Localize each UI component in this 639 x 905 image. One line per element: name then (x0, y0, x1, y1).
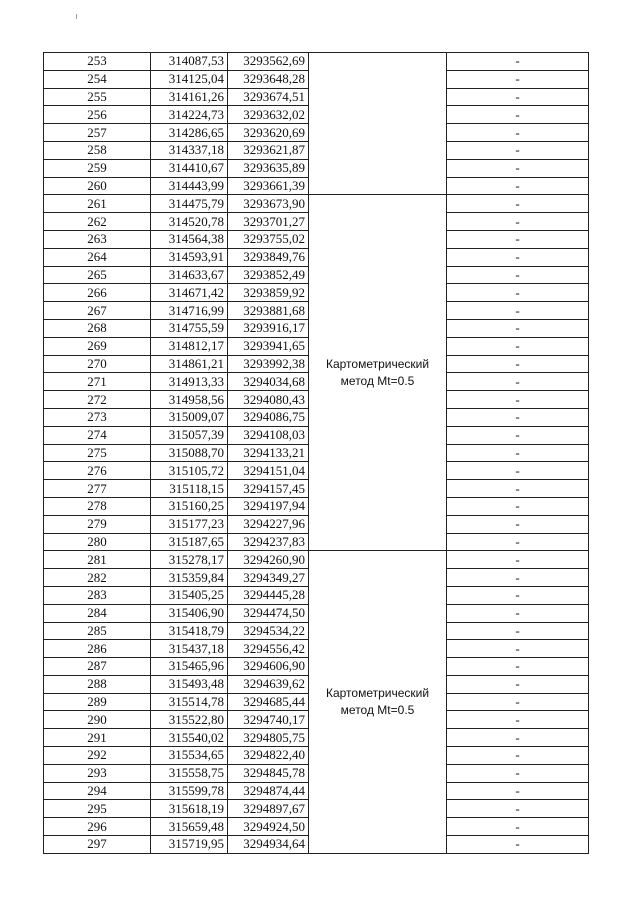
point-number-cell: 272 (44, 391, 151, 409)
x-coordinate-cell: 315465,96 (151, 658, 228, 676)
note-cell: - (447, 230, 589, 248)
point-number-cell: 269 (44, 337, 151, 355)
y-coordinate-cell: 3294606,90 (228, 658, 309, 676)
x-coordinate-cell: 315534,65 (151, 747, 228, 765)
x-coordinate-cell: 314224,73 (151, 106, 228, 124)
note-cell: - (447, 426, 589, 444)
note-cell: - (447, 337, 589, 355)
point-number-cell: 292 (44, 747, 151, 765)
x-coordinate-cell: 314716,99 (151, 302, 228, 320)
note-cell: - (447, 533, 589, 551)
y-coordinate-cell: 3294897,67 (228, 800, 309, 818)
x-coordinate-cell: 314125,04 (151, 70, 228, 88)
note-cell: - (447, 266, 589, 284)
x-coordinate-cell: 314633,67 (151, 266, 228, 284)
x-coordinate-cell: 315599,78 (151, 782, 228, 800)
note-cell: - (447, 373, 589, 391)
x-coordinate-cell: 315187,65 (151, 533, 228, 551)
y-coordinate-cell: 3294227,96 (228, 515, 309, 533)
point-number-cell: 279 (44, 515, 151, 533)
method-cell (309, 53, 447, 195)
point-number-cell: 266 (44, 284, 151, 302)
point-number-cell: 297 (44, 836, 151, 854)
y-coordinate-cell: 3294237,83 (228, 533, 309, 551)
note-cell: - (447, 747, 589, 765)
point-number-cell: 275 (44, 444, 151, 462)
note-cell: - (447, 800, 589, 818)
point-number-cell: 257 (44, 124, 151, 142)
note-cell: - (447, 391, 589, 409)
scan-speck (76, 14, 77, 19)
x-coordinate-cell: 315278,17 (151, 551, 228, 569)
note-cell: - (447, 70, 589, 88)
y-coordinate-cell: 3294805,75 (228, 729, 309, 747)
note-cell: - (447, 248, 589, 266)
y-coordinate-cell: 3294845,78 (228, 764, 309, 782)
note-cell: - (447, 462, 589, 480)
x-coordinate-cell: 315009,07 (151, 408, 228, 426)
point-number-cell: 286 (44, 640, 151, 658)
point-number-cell: 276 (44, 462, 151, 480)
x-coordinate-cell: 315540,02 (151, 729, 228, 747)
method-cell: Картометрический метод Mt=0.5 (309, 551, 447, 854)
y-coordinate-cell: 3294740,17 (228, 711, 309, 729)
point-number-cell: 265 (44, 266, 151, 284)
x-coordinate-cell: 314671,42 (151, 284, 228, 302)
y-coordinate-cell: 3294934,64 (228, 836, 309, 854)
x-coordinate-cell: 315437,18 (151, 640, 228, 658)
point-number-cell: 263 (44, 230, 151, 248)
point-number-cell: 262 (44, 213, 151, 231)
x-coordinate-cell: 315493,48 (151, 675, 228, 693)
y-coordinate-cell: 3293852,49 (228, 266, 309, 284)
y-coordinate-cell: 3294151,04 (228, 462, 309, 480)
y-coordinate-cell: 3293661,39 (228, 177, 309, 195)
coordinates-table (43, 52, 589, 854)
y-coordinate-cell: 3294685,44 (228, 693, 309, 711)
note-cell: - (447, 604, 589, 622)
x-coordinate-cell: 315406,90 (151, 604, 228, 622)
y-coordinate-cell: 3293849,76 (228, 248, 309, 266)
point-number-cell: 288 (44, 675, 151, 693)
note-cell: - (447, 675, 589, 693)
x-coordinate-cell: 315558,75 (151, 764, 228, 782)
point-number-cell: 287 (44, 658, 151, 676)
x-coordinate-cell: 315522,80 (151, 711, 228, 729)
note-cell: - (447, 88, 589, 106)
x-coordinate-cell: 315177,23 (151, 515, 228, 533)
note-cell: - (447, 622, 589, 640)
x-coordinate-cell: 314564,38 (151, 230, 228, 248)
note-cell: - (447, 497, 589, 515)
y-coordinate-cell: 3294534,22 (228, 622, 309, 640)
point-number-cell: 253 (44, 53, 151, 71)
point-number-cell: 283 (44, 586, 151, 604)
note-cell: - (447, 284, 589, 302)
point-number-cell: 290 (44, 711, 151, 729)
x-coordinate-cell: 314443,99 (151, 177, 228, 195)
point-number-cell: 270 (44, 355, 151, 373)
x-coordinate-cell: 315359,84 (151, 569, 228, 587)
point-number-cell: 291 (44, 729, 151, 747)
note-cell: - (447, 408, 589, 426)
point-number-cell: 271 (44, 373, 151, 391)
note-cell: - (447, 640, 589, 658)
note-cell: - (447, 319, 589, 337)
x-coordinate-cell: 315405,25 (151, 586, 228, 604)
y-coordinate-cell: 3293674,51 (228, 88, 309, 106)
point-number-cell: 293 (44, 764, 151, 782)
table-row (44, 195, 589, 213)
x-coordinate-cell: 314520,78 (151, 213, 228, 231)
y-coordinate-cell: 3293916,17 (228, 319, 309, 337)
note-cell: - (447, 124, 589, 142)
note-cell: - (447, 177, 589, 195)
point-number-cell: 285 (44, 622, 151, 640)
y-coordinate-cell: 3293673,90 (228, 195, 309, 213)
y-coordinate-cell: 3294822,40 (228, 747, 309, 765)
point-number-cell: 294 (44, 782, 151, 800)
y-coordinate-cell: 3294086,75 (228, 408, 309, 426)
x-coordinate-cell: 314958,56 (151, 391, 228, 409)
note-cell: - (447, 551, 589, 569)
x-coordinate-cell: 314755,59 (151, 319, 228, 337)
y-coordinate-cell: 3293941,65 (228, 337, 309, 355)
note-cell: - (447, 159, 589, 177)
note-cell: - (447, 213, 589, 231)
y-coordinate-cell: 3293859,92 (228, 284, 309, 302)
x-coordinate-cell: 315514,78 (151, 693, 228, 711)
note-cell: - (447, 515, 589, 533)
x-coordinate-cell: 314161,26 (151, 88, 228, 106)
point-number-cell: 268 (44, 319, 151, 337)
note-cell: - (447, 782, 589, 800)
point-number-cell: 260 (44, 177, 151, 195)
note-cell: - (447, 355, 589, 373)
y-coordinate-cell: 3294034,68 (228, 373, 309, 391)
point-number-cell: 281 (44, 551, 151, 569)
x-coordinate-cell: 315088,70 (151, 444, 228, 462)
x-coordinate-cell: 314475,79 (151, 195, 228, 213)
note-cell: - (447, 693, 589, 711)
note-cell: - (447, 302, 589, 320)
note-cell: - (447, 764, 589, 782)
y-coordinate-cell: 3294445,28 (228, 586, 309, 604)
y-coordinate-cell: 3293562,69 (228, 53, 309, 71)
method-cell: Картометрический метод Mt=0.5 (309, 195, 447, 551)
y-coordinate-cell: 3294874,44 (228, 782, 309, 800)
point-number-cell: 267 (44, 302, 151, 320)
note-cell: - (447, 480, 589, 498)
y-coordinate-cell: 3294157,45 (228, 480, 309, 498)
x-coordinate-cell: 314087,53 (151, 53, 228, 71)
x-coordinate-cell: 315719,95 (151, 836, 228, 854)
point-number-cell: 254 (44, 70, 151, 88)
y-coordinate-cell: 3293881,68 (228, 302, 309, 320)
y-coordinate-cell: 3294924,50 (228, 818, 309, 836)
note-cell: - (447, 106, 589, 124)
point-number-cell: 296 (44, 818, 151, 836)
x-coordinate-cell: 314286,65 (151, 124, 228, 142)
y-coordinate-cell: 3294474,50 (228, 604, 309, 622)
coordinates-table-sheet (43, 52, 589, 854)
y-coordinate-cell: 3293620,69 (228, 124, 309, 142)
point-number-cell: 282 (44, 569, 151, 587)
note-cell: - (447, 569, 589, 587)
point-number-cell: 278 (44, 497, 151, 515)
note-cell: - (447, 658, 589, 676)
x-coordinate-cell: 315105,72 (151, 462, 228, 480)
x-coordinate-cell: 315057,39 (151, 426, 228, 444)
point-number-cell: 273 (44, 408, 151, 426)
y-coordinate-cell: 3294260,90 (228, 551, 309, 569)
y-coordinate-cell: 3294197,94 (228, 497, 309, 515)
point-number-cell: 258 (44, 141, 151, 159)
x-coordinate-cell: 314593,91 (151, 248, 228, 266)
x-coordinate-cell: 314913,33 (151, 373, 228, 391)
x-coordinate-cell: 315659,48 (151, 818, 228, 836)
x-coordinate-cell: 315160,25 (151, 497, 228, 515)
y-coordinate-cell: 3294639,62 (228, 675, 309, 693)
point-number-cell: 295 (44, 800, 151, 818)
x-coordinate-cell: 314337,18 (151, 141, 228, 159)
y-coordinate-cell: 3294556,42 (228, 640, 309, 658)
x-coordinate-cell: 314410,67 (151, 159, 228, 177)
y-coordinate-cell: 3293992,38 (228, 355, 309, 373)
y-coordinate-cell: 3293755,02 (228, 230, 309, 248)
table-row (44, 53, 589, 71)
point-number-cell: 284 (44, 604, 151, 622)
point-number-cell: 256 (44, 106, 151, 124)
note-cell: - (447, 836, 589, 854)
note-cell: - (447, 195, 589, 213)
point-number-cell: 259 (44, 159, 151, 177)
y-coordinate-cell: 3293635,89 (228, 159, 309, 177)
y-coordinate-cell: 3293632,02 (228, 106, 309, 124)
coordinates-table-body (44, 53, 589, 854)
y-coordinate-cell: 3294108,03 (228, 426, 309, 444)
point-number-cell: 277 (44, 480, 151, 498)
point-number-cell: 274 (44, 426, 151, 444)
x-coordinate-cell: 314861,21 (151, 355, 228, 373)
y-coordinate-cell: 3293701,27 (228, 213, 309, 231)
y-coordinate-cell: 3294080,43 (228, 391, 309, 409)
point-number-cell: 255 (44, 88, 151, 106)
x-coordinate-cell: 315618,19 (151, 800, 228, 818)
point-number-cell: 289 (44, 693, 151, 711)
note-cell: - (447, 141, 589, 159)
x-coordinate-cell: 314812,17 (151, 337, 228, 355)
note-cell: - (447, 444, 589, 462)
y-coordinate-cell: 3294133,21 (228, 444, 309, 462)
note-cell: - (447, 586, 589, 604)
point-number-cell: 280 (44, 533, 151, 551)
x-coordinate-cell: 315418,79 (151, 622, 228, 640)
note-cell: - (447, 711, 589, 729)
note-cell: - (447, 729, 589, 747)
point-number-cell: 264 (44, 248, 151, 266)
note-cell: - (447, 818, 589, 836)
table-row (44, 551, 589, 569)
y-coordinate-cell: 3294349,27 (228, 569, 309, 587)
note-cell: - (447, 53, 589, 71)
y-coordinate-cell: 3293621,87 (228, 141, 309, 159)
x-coordinate-cell: 315118,15 (151, 480, 228, 498)
point-number-cell: 261 (44, 195, 151, 213)
y-coordinate-cell: 3293648,28 (228, 70, 309, 88)
